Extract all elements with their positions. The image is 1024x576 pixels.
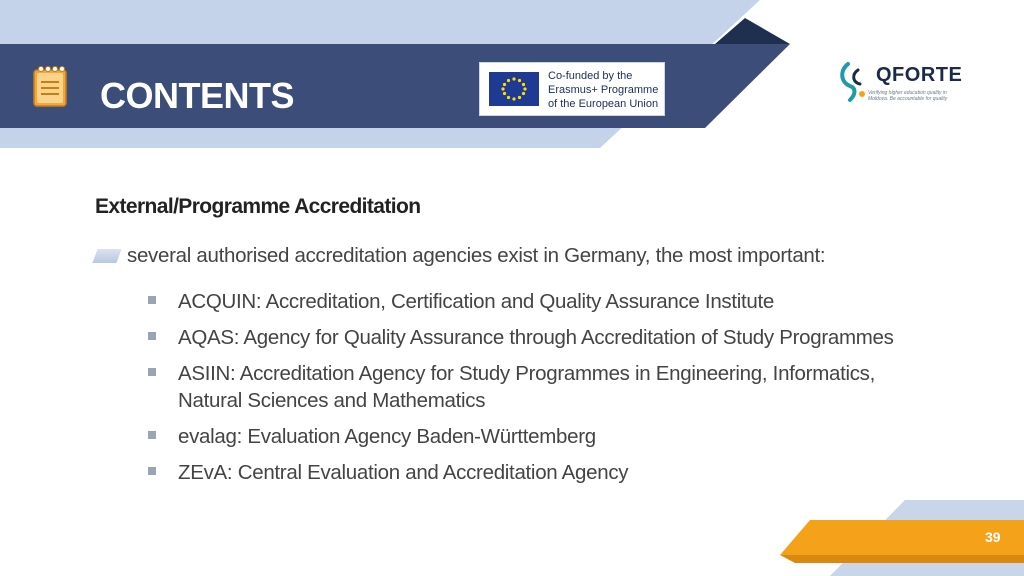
square-bullet-icon <box>148 467 156 475</box>
square-bullet-icon <box>148 332 156 340</box>
eu-logo-line1: Co-funded by the <box>548 70 633 82</box>
list-item-text: evalag: Evaluation Agency Baden-Württemberg <box>178 425 596 448</box>
list-item-text: ACQUIN: Accreditation, Certification and Quality Assurance Institute <box>178 290 775 313</box>
square-bullet-icon <box>148 431 156 439</box>
list-item <box>146 324 906 351</box>
agency-list <box>146 288 906 495</box>
list-item <box>146 360 906 414</box>
eu-logo-line3: of the European Union <box>548 98 659 110</box>
section-subtitle: External/Programme Accreditation <box>95 195 421 218</box>
notepad-icon <box>32 64 68 108</box>
qforte-tagline: Verifying higher education quality in Moldova. Be accountable for quality <box>868 90 948 102</box>
list-item <box>146 288 906 315</box>
list-item-text: ZEvA: Central Evaluation and Accreditation Agency <box>178 461 629 484</box>
list-item-text: ASIIN: Accreditation Agency for Study Programmes in Engineering, Informatics, Natural Sciences and Mathematics <box>178 362 876 412</box>
square-bullet-icon <box>148 296 156 304</box>
list-item <box>146 423 906 450</box>
eu-flag-icon <box>489 72 539 106</box>
slide-title: CONTENTS <box>100 75 294 116</box>
qforte-mark-icon <box>838 60 872 104</box>
qforte-name: QFORTE <box>876 64 963 86</box>
eu-logo-text <box>548 69 658 111</box>
square-bullet-icon <box>148 368 156 376</box>
bullet-marker-icon <box>92 249 121 263</box>
eu-logo-line2: Erasmus+ Programme <box>548 84 659 96</box>
list-item-text: AQAS: Agency for Quality Assurance through Accreditation of Study Programmes <box>178 326 894 349</box>
lead-paragraph <box>95 244 825 268</box>
page-number: 39 <box>985 529 1001 545</box>
footer-orange-shadow <box>780 555 1024 563</box>
lead-text: several authorised accreditation agencies exist in Germany, the most important: <box>127 244 826 267</box>
eu-erasmus-logo <box>479 62 665 116</box>
qforte-logo <box>838 58 968 108</box>
list-item <box>146 459 906 486</box>
